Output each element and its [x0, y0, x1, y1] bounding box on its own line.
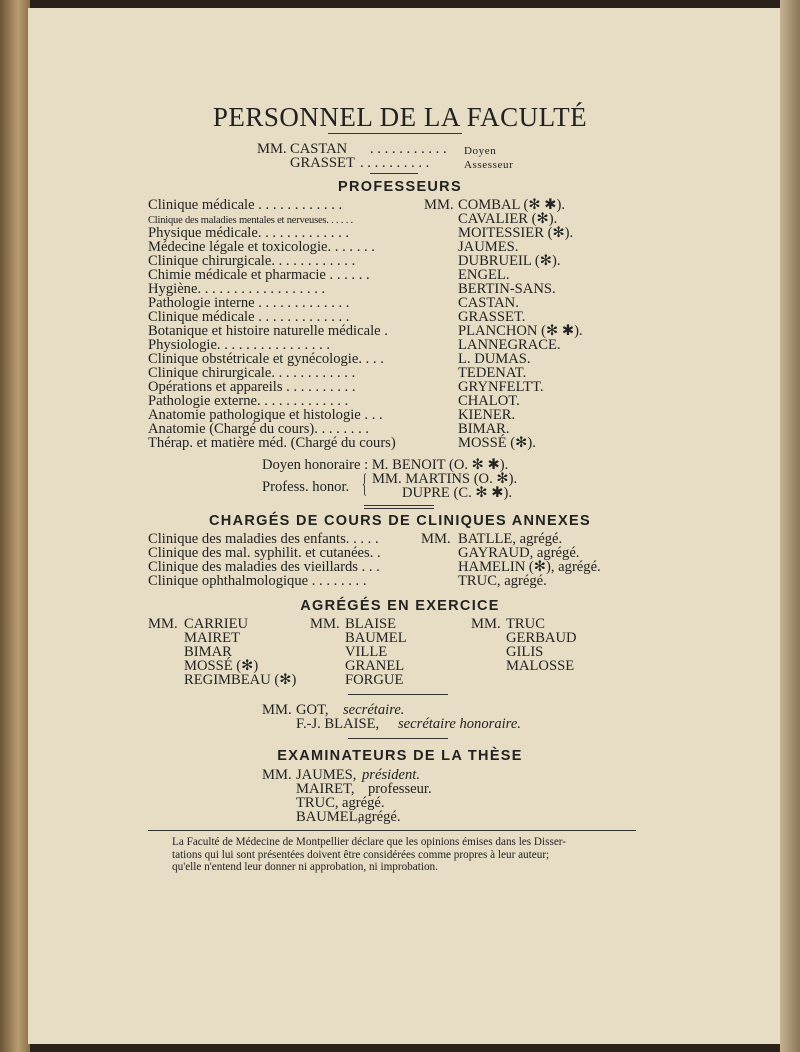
- charge-course: Clinique ophthalmologique . . . . . . . .: [148, 573, 367, 589]
- charge-name: BATLLE, agrégé.: [458, 531, 563, 547]
- profess-honor-2: DUPRE (C. ✻ ✱).: [402, 485, 512, 501]
- agreges-mm: MM.: [310, 616, 340, 632]
- examinateurs-mm: MM.: [262, 767, 292, 783]
- officer-mm: MM.: [257, 141, 287, 157]
- agrege-name: REGIMBEAU (✻): [184, 672, 297, 688]
- section-rule: [348, 738, 448, 739]
- charge-course: Clinique des maladies des vieillards . . .: [148, 559, 380, 575]
- professor-chair: Anatomie pathologique et histologie . . .: [148, 407, 383, 423]
- professor-chair: Clinique médicale . . . . . . . . . . . . .: [148, 309, 350, 325]
- professor-name: GRYNFELTT.: [458, 379, 544, 395]
- professor-chair: Clinique chirurgicale. . . . . . . . . . . .: [148, 365, 356, 381]
- officer-dots: . . . . . . . . . .: [360, 155, 430, 171]
- agreges-heading: AGRÉGÉS EN EXERCICE: [300, 598, 500, 614]
- examinateur-name: TRUC,: [296, 795, 339, 811]
- profess-honor-label: Profess. honor.: [262, 479, 350, 495]
- professor-chair: Pathologie externe. . . . . . . . . . . . .: [148, 393, 349, 409]
- professor-chair: Anatomie (Chargé du cours). . . . . . . .: [148, 421, 370, 437]
- professor-chair: Clinique des maladies mentales et nerveuses. . . . . .: [148, 215, 353, 226]
- brace-icon: {: [362, 469, 367, 498]
- officer-role: Doyen: [464, 145, 497, 157]
- professor-name: KIENER.: [458, 407, 516, 423]
- examinateur-name: JAUMES,: [296, 767, 357, 783]
- secretaire-name: F.-J. BLAISE,: [296, 716, 380, 732]
- professor-chair: Clinique chirurgicale. . . . . . . . . . . .: [148, 253, 356, 269]
- agrege-name: FORGUE: [345, 672, 404, 688]
- examinateur-role: professeur.: [368, 781, 432, 797]
- agreges-mm: MM.: [148, 616, 178, 632]
- secretaire-role: [343, 703, 404, 717]
- professor-chair: Chimie médicale et pharmacie . . . . . .: [148, 267, 370, 283]
- professor-name: L. DUMAS.: [458, 351, 531, 367]
- professor-name: DUBRUEIL (✻).: [458, 253, 561, 269]
- section-rule: [364, 505, 434, 506]
- examinateurs-heading: EXAMINATEURS DE LA THÈSE: [277, 748, 523, 764]
- professor-name: CHALOT.: [458, 393, 520, 409]
- agrege-name: TRUC: [506, 616, 545, 632]
- examinateur-role: agrégé.: [358, 809, 401, 825]
- profess-honor-1: MM. MARTINS (O. ✻).: [372, 471, 518, 487]
- professor-name: GRASSET.: [458, 309, 526, 325]
- professor-name: PLANCHON (✻ ✱).: [458, 323, 583, 339]
- professor-name: CAVALIER (✻).: [458, 211, 558, 227]
- charges-mm: MM.: [421, 531, 451, 547]
- professor-chair: Physiologie. . . . . . . . . . . . . . . .: [148, 337, 331, 353]
- agrege-name: MALOSSE: [506, 658, 575, 674]
- page-title: PERSONNEL DE LA FACULTÉ: [212, 102, 588, 132]
- secretaire-role: [398, 717, 521, 731]
- examinateur-name: BAUMEL,: [296, 809, 362, 825]
- charge-course: Clinique des mal. syphilit. et cutanées. .: [148, 545, 381, 561]
- agrege-name: GILIS: [506, 644, 544, 660]
- agrege-name: MOSSÉ (✻): [184, 658, 259, 674]
- title-rule: [328, 133, 462, 134]
- charge-name: GAYRAUD, agrégé.: [458, 545, 580, 561]
- examinateur-role: agrégé.: [342, 795, 385, 811]
- professor-name: COMBAL (✻ ✱).: [458, 197, 566, 213]
- notice: [172, 836, 630, 874]
- professor-name: BIMAR.: [458, 421, 510, 437]
- agreges-mm: MM.: [471, 616, 501, 632]
- officer-role: Assesseur: [464, 159, 514, 171]
- professeurs-mm: MM.: [424, 197, 454, 213]
- professor-name: TEDENAT.: [458, 365, 527, 381]
- notice-rule: [148, 830, 636, 831]
- secretaire-role-text: secrétaire.: [343, 702, 405, 718]
- professor-chair: Opérations et appareils . . . . . . . . . .: [148, 379, 356, 395]
- agrege-name: BAUMEL: [345, 630, 407, 646]
- professor-chair: Thérap. et matière méd. (Chargé du cours): [148, 435, 396, 451]
- agrege-name: CARRIEU: [184, 616, 249, 632]
- charge-course: Clinique des maladies des enfants. . . . .: [148, 531, 379, 547]
- officer-name: GRASSET: [290, 155, 355, 171]
- professeurs-heading: PROFESSEURS: [338, 179, 462, 195]
- professor-name: LANNEGRACE.: [458, 337, 561, 353]
- section-rule: [364, 508, 434, 509]
- section-rule: [348, 694, 448, 695]
- professor-name: ENGEL.: [458, 267, 510, 283]
- charges-heading: CHARGÉS DE COURS DE CLINIQUES ANNEXES: [209, 513, 591, 529]
- professor-chair: Hygiène. . . . . . . . . . . . . . . . . .: [148, 281, 326, 297]
- professor-chair: Physique médicale. . . . . . . . . . . . .: [148, 225, 350, 241]
- officer-name: CASTAN: [290, 141, 348, 157]
- professor-name: BERTIN-SANS.: [458, 281, 556, 297]
- agrege-name: BLAISE: [345, 616, 397, 632]
- section-rule: [370, 173, 418, 174]
- secretaire-name: GOT,: [296, 702, 329, 718]
- officer-dots: . . . . . . . . . . .: [370, 141, 447, 157]
- examinateur-role: président.: [362, 767, 420, 783]
- professor-name: MOITESSIER (✻).: [458, 225, 574, 241]
- professor-chair: Botanique et histoire naturelle médicale .: [148, 323, 388, 339]
- notice-line: qu'elle n'entend leur donner ni approbation, ni improbation.: [172, 861, 438, 874]
- notice-line: La Faculté de Médecine de Montpellier déclare que les opinions émises dans les Disser-: [172, 836, 567, 848]
- professor-chair: Clinique obstétricale et gynécologie. . . .: [148, 351, 384, 367]
- professor-chair: Clinique médicale . . . . . . . . . . . .: [148, 197, 343, 213]
- examinateur-name: MAIRET,: [296, 781, 355, 797]
- agrege-name: MAIRET: [184, 630, 240, 646]
- agrege-name: BIMAR: [184, 644, 232, 660]
- agrege-name: GRANEL: [345, 658, 405, 674]
- professor-chair: Pathologie interne . . . . . . . . . . . . .: [148, 295, 350, 311]
- charge-name: TRUC, agrégé.: [458, 573, 547, 589]
- secretaire-mm: MM.: [262, 702, 292, 718]
- doyen-honoraire: Doyen honoraire : M. BENOIT (O. ✻ ✱).: [262, 457, 509, 473]
- professor-name: CASTAN.: [458, 295, 519, 311]
- professor-chair: Médecine légale et toxicologie. . . . . . .: [148, 239, 375, 255]
- agrege-name: VILLE: [345, 644, 388, 660]
- professor-name: JAUMES.: [458, 239, 519, 255]
- secretaire-role-text: secrétaire honoraire.: [398, 716, 521, 732]
- notice-line: tations qui lui sont présentées doivent être considérées comme propres à leur auteur;: [172, 848, 550, 861]
- agrege-name: GERBAUD: [506, 630, 577, 646]
- charge-name: HAMELIN (✻), agrégé.: [458, 559, 601, 575]
- professor-name: MOSSÉ (✻).: [458, 435, 536, 451]
